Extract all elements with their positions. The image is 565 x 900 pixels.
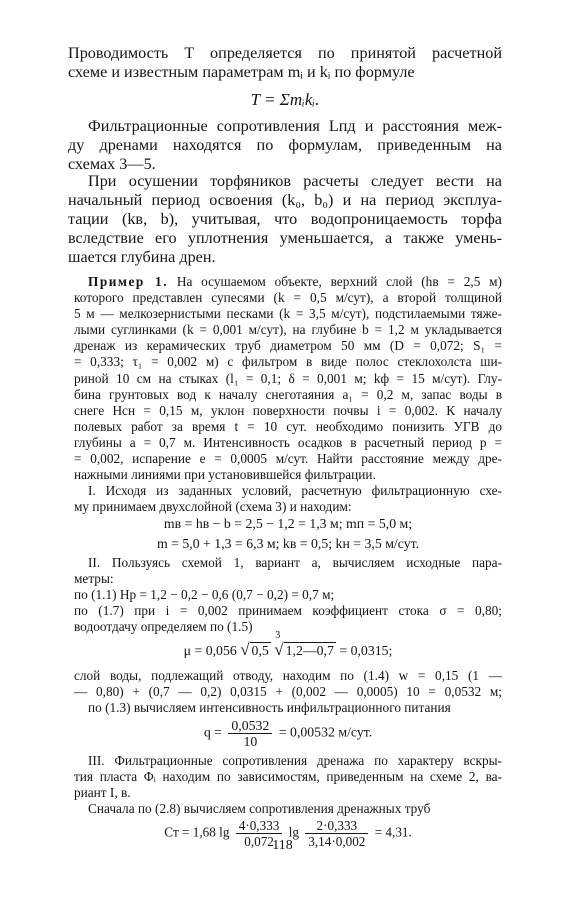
example-block — [74, 274, 502, 515]
denominator: 3,14·0,002 — [308, 834, 366, 849]
text-line: вследствие его уплотнения уменьшается, а также умень- — [68, 229, 502, 247]
text-line: III. Фильтрационные сопротивления дренажа по характеру вскры- — [88, 753, 502, 768]
text-line: которого представлен супесями (k = 0,5 м/сут), а второй толщиной — [74, 290, 502, 306]
formula-thickness-a: mв = hв − b = 2,5 − 1,2 = 1,3 м; mп = 5,0 м; — [163, 516, 413, 531]
text-line: риной 10 см на стыках (l₁ = 0,1; δ = 0,001 м; kф = 15 м/сут). Глу- — [74, 370, 502, 386]
text-line: ду дренами находятся по формулам, приведенным на — [68, 136, 502, 154]
cube-root — [274, 630, 284, 659]
formula-thickness-b: m = 5,0 + 1,3 = 6,3 м; kв = 0,5; kн = 3,5 м/сут. — [156, 536, 420, 551]
text-line: — 0,80) + (0,7 — 0,2) 0,0315 + (0,002 — 0,0005) 10 = 0,0532 м; — [74, 684, 502, 700]
example-heading: Пример 1. — [88, 274, 169, 289]
text-fragment: На осушаемом объекте, верхний слой (hв = 2,5 м) — [176, 274, 502, 289]
root-sign: √ — [274, 640, 284, 659]
paragraph-resistances — [68, 117, 502, 174]
step-2-block — [74, 555, 502, 635]
text-line: Фильтрационные сопротивления Lпд и расстояния меж- — [88, 117, 502, 135]
text-line: Сначала по (2.8) вычисляем сопротивления дренажных труб — [88, 801, 431, 817]
text-line: При осушении торфяников расчеты следует вести на — [88, 172, 502, 190]
text-line: полевых работ за время t = 10 сут. необходимо понизить УГВ до — [74, 418, 502, 434]
text-line: риант I, в. — [74, 785, 131, 801]
text-line: I. Исходя из заданных условий, расчетную фильтрационную схе- — [88, 483, 502, 499]
text-line: II. Пользуясь схемой 1, вариант a, вычисляем исходные пара- — [88, 555, 502, 570]
text-line: слой воды, подлежащий отводу, находим по (1.4) w = 0,15 (1 — — [74, 668, 502, 683]
text-line: начальный период освоения (k₀, b₀) и на период эксплуа- — [68, 191, 502, 209]
text-line: водоотдачу определяем по (1.5) — [74, 619, 253, 635]
text-line — [74, 274, 502, 290]
numerator: 4·0,333 — [236, 818, 283, 834]
text-line: метры: — [74, 571, 114, 587]
page-number: 118 — [272, 838, 293, 853]
text-line: = 0,333; τ₁ = 0,002 м) с фильтром в виде полос стеклохолста ши- — [74, 354, 502, 370]
text-line: снеге Hсн = 0,15 м, уклон поверхности почвы i = 0,002. К началу — [74, 402, 502, 418]
step-2-continued — [74, 668, 502, 716]
text-line: нажными линиями при установившейся фильтрации. — [74, 467, 376, 483]
formula-infiltration — [74, 718, 502, 749]
paragraph-peat — [68, 172, 502, 267]
root-value: 0,5 — [251, 643, 269, 658]
text-line: дренаж из керамических труб диаметром 50 мм (D = 0,072; S₁ = — [74, 338, 502, 354]
formula-part: = 4,31. — [374, 824, 412, 840]
paragraph-conductivity — [68, 44, 502, 82]
text-line: му принимаем двухслойной (схема 3) и находим: — [74, 499, 352, 515]
root-value: 1,2—0,7 — [285, 643, 334, 658]
numerator: 0,0532 — [228, 718, 272, 734]
formula-part: = 0,00532 м/сут. — [278, 724, 373, 740]
step-3-block — [74, 753, 502, 817]
text-line: по (1.7) при i = 0,002 принимаем коэффициент стока σ = 0,80; — [74, 603, 502, 619]
formula-part: q = — [203, 724, 222, 740]
formula-part: Cт = 1,68 lg — [164, 824, 230, 840]
numerator: 2·0,333 — [305, 818, 368, 834]
text-line: по (1.3) вычисляем интенсивность инфильтрационного питания — [88, 700, 451, 716]
denominator: 0,072 — [244, 834, 274, 849]
root-index: 3 — [275, 630, 281, 641]
formula-part: lg — [288, 824, 299, 840]
fraction — [228, 718, 272, 749]
text-line: тия пласта Φᵢ находим по зависимостям, приведенным на схеме 2, ва- — [74, 769, 502, 785]
text-line: шается глубина дрен. — [68, 248, 216, 266]
root-sign: √ — [240, 640, 250, 659]
formula-water-yield — [74, 630, 502, 660]
text-line: Проводимость T определяется по принятой расчетной — [68, 44, 502, 62]
text-line: глубины a = 0,7 м. Интенсивность осадков в расчетный период p = — [74, 434, 502, 450]
text-line: тации (kв, b), учитывая, что водопроницаемость торфа — [68, 210, 502, 228]
formula-conductivity: T = Σmᵢkᵢ. — [250, 90, 320, 109]
formula-part: = 0,0315; — [339, 643, 393, 658]
text-line: схемах 3—5. — [68, 155, 156, 173]
text-line: схеме и известным параметрам mᵢ и kᵢ по формуле — [68, 63, 415, 81]
denominator: 10 — [243, 734, 258, 749]
text-line: бина грунтовых вод к началу снеготаяния a₁ = 0,2 м, запас воды в — [74, 386, 502, 402]
text-line: лыми суглинками (k = 0,001 м/сут), на глубине b = 1,2 м укладывается — [74, 322, 502, 338]
formula-part: μ = 0,056 — [183, 643, 237, 658]
text-line: 5 м — мелкозернистыми песками (k = 3,5 м/сут), подстилаемыми тяже- — [74, 306, 502, 322]
text-line: по (1.1) Hp = 1,2 − 0,2 − 0,6 (0,7 − 0,2) = 0,7 м; — [74, 587, 335, 603]
text-line: = 0,002, испарение e = 0,0005 м/сут. Найти расстояние между дре- — [74, 451, 502, 467]
